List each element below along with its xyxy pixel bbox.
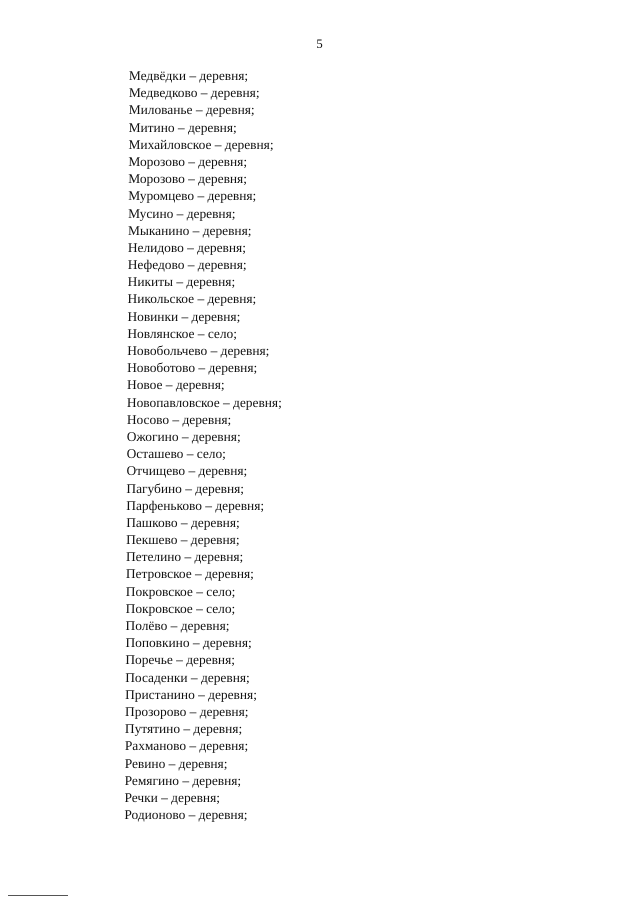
list-item: Парфеньково – деревня; <box>126 497 265 513</box>
list-item: Поречье – деревня; <box>125 652 236 668</box>
list-item: Поповкино – деревня; <box>125 635 252 651</box>
list-item: Прозорово – деревня; <box>125 703 249 719</box>
list-item: Нелидово – деревня; <box>127 239 247 255</box>
page-number: 5 <box>316 36 323 51</box>
list-item: Морозово – деревня; <box>128 171 248 187</box>
list-item: Мыканино – деревня; <box>127 222 252 238</box>
list-item: Петелино – деревня; <box>125 549 244 565</box>
list-item: Новопавловское – деревня; <box>126 394 282 410</box>
list-item: Нефедово – деревня; <box>127 257 247 273</box>
list-item: Медвёдки – деревня; <box>128 68 249 83</box>
list-item: Пекшево – деревня; <box>126 532 240 548</box>
list-item: Пристанино – деревня; <box>125 686 258 702</box>
list-item: Медведково – деревня; <box>128 85 260 101</box>
list-item: Посаденки – деревня; <box>125 669 250 685</box>
list-item: Муромцево – деревня; <box>128 188 257 204</box>
list-item: Никиты – деревня; <box>127 274 236 290</box>
list-item: Новое – деревня; <box>127 377 225 393</box>
list-item: Рахманово – деревня; <box>124 738 249 754</box>
list-item: Никольское – деревня; <box>127 291 257 307</box>
list-item: Путятино – деревня; <box>124 721 243 737</box>
footer-rule <box>8 895 68 896</box>
list-item: Осташево – село; <box>126 446 226 462</box>
list-item: Пашково – деревня; <box>126 514 240 530</box>
list-item: Новобольчево – деревня; <box>127 343 270 358</box>
list-item: Пагубино – деревня; <box>126 480 245 496</box>
list-item: Речки – деревня; <box>124 789 221 805</box>
list-item: Мусино – деревня; <box>128 205 236 221</box>
list-item: Ожогино – деревня; <box>126 428 241 444</box>
list-item: Новинки – деревня; <box>127 308 241 324</box>
list-item: Морозово – деревня; <box>128 153 248 169</box>
list-item: Носово – деревня; <box>126 411 232 427</box>
list-item: Полёво – деревня; <box>125 618 230 633</box>
list-item: Михайловское – деревня; <box>128 136 274 152</box>
list-item: Новоботово – деревня; <box>127 360 258 376</box>
list-item: Родионово – деревня; <box>124 807 248 823</box>
list-item: Покровское – село; <box>125 600 236 616</box>
list-item: Ремягино – деревня; <box>124 772 242 788</box>
list-item: Новлянское – село; <box>127 325 238 341</box>
list-item: Петровское – деревня; <box>125 566 254 582</box>
list-item: Милованье – деревня; <box>128 102 255 118</box>
settlement-list <box>124 67 549 823</box>
list-item: Митино – деревня; <box>128 119 237 135</box>
list-item: Покровское – село; <box>125 583 236 599</box>
list-item: Отчищево – деревня; <box>126 463 248 479</box>
list-item: Ревино – деревня; <box>124 755 228 771</box>
